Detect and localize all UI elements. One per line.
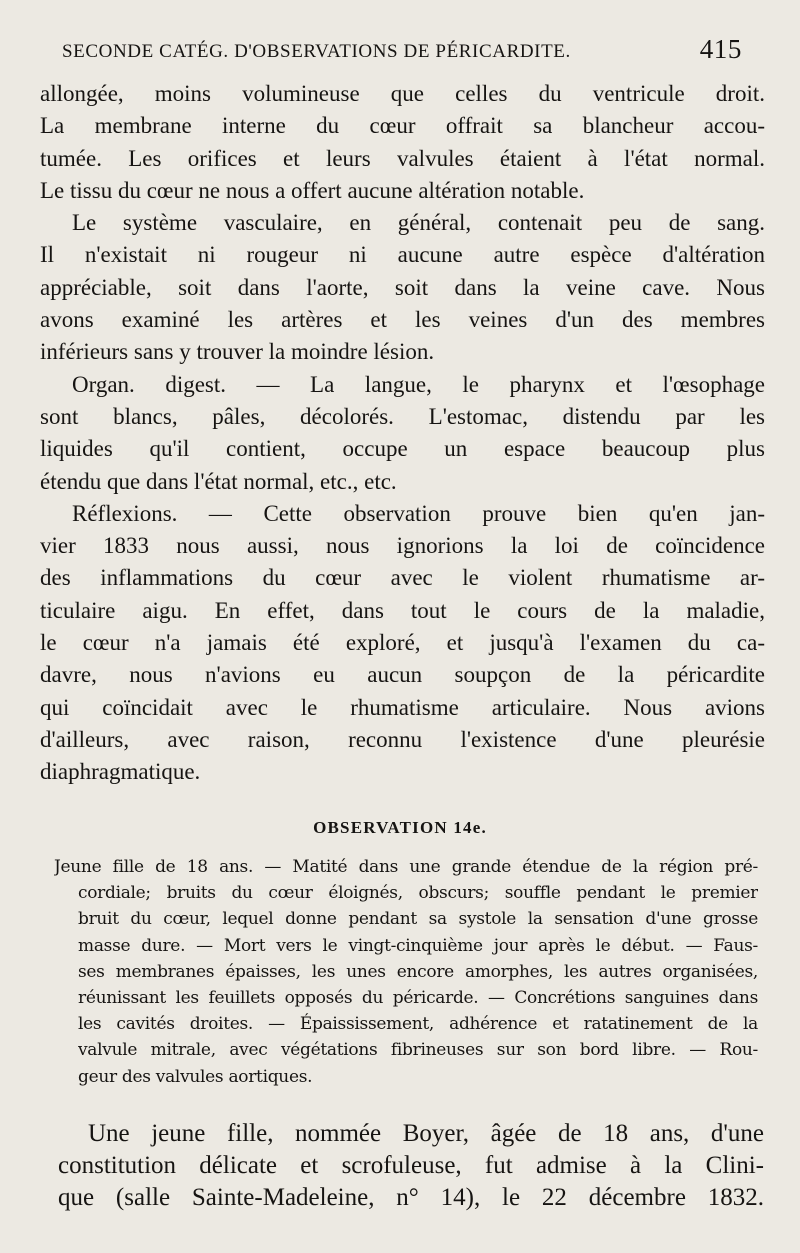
summary-line: réunissant les feuillets opposés du péricarde. — Concrétions sanguines dans: [78, 987, 758, 1008]
main-text: [40, 78, 765, 789]
summary-line: les cavités droites. — Épaississement, adhérence et ratatinement de la: [78, 1014, 758, 1035]
summary-line: cordiale; bruits du cœur éloignés, obscurs; souffle pendant le premier: [78, 883, 758, 904]
summary-line: geur des valvules aortiques.: [78, 1066, 313, 1087]
text-line: d'ailleurs, avec raison, reconnu l'existence d'une pleurésie: [40, 726, 765, 752]
text-line: sont blancs, pâles, décolorés. L'estomac, distendu par les: [40, 403, 765, 429]
text-line: qui coïncidait avec le rhumatisme articulaire. Nous avions: [40, 694, 765, 720]
summary-line: ses membranes épaisses, les unes encore amorphes, les autres organisées,: [78, 961, 758, 982]
text-line: La membrane interne du cœur offrait sa blancheur accou-: [40, 113, 765, 139]
text-line: liquides qu'il contient, occupe un espace beaucoup plus: [40, 436, 765, 462]
observation-summary: [54, 854, 758, 1090]
running-title: SECONDE CATÉG. D'OBSERVATIONS DE PÉRICARDITE.: [62, 41, 571, 62]
text-line: allongée, moins volumineuse que celles du ventricule droit.: [40, 81, 765, 106]
summary-line: masse dure. — Mort vers le vingt-cinquième jour après le début. — Faus-: [78, 935, 758, 956]
text-line: tumée. Les orifices et leurs valvules étaient à l'état normal.: [40, 145, 765, 171]
summary-line: Jeune fille de 18 ans. — Matité dans une grande étendue de la région pré-: [54, 857, 758, 877]
observation-heading: OBSERVATION 14e.: [313, 818, 487, 837]
text-line: le cœur n'a jamais été exploré, et jusqu'à l'examen du ca-: [40, 630, 765, 656]
text-line: étendu que dans l'état normal, etc., etc.: [40, 468, 397, 494]
page-number: 415: [699, 34, 742, 64]
text-line: Organ. digest. — La langue, le pharynx et l'œsophage: [72, 371, 765, 397]
summary-line: bruit du cœur, lequel donne pendant sa systole la sensation d'une grosse: [78, 909, 758, 930]
text-line: diaphragmatique.: [40, 759, 201, 785]
text-line: des inflammations du cœur avec le violent rhumatisme ar-: [40, 565, 765, 591]
page-header: [62, 34, 742, 68]
text-line: constitution délicate et scrofuleuse, fut admise à la Clini-: [58, 1152, 764, 1179]
case-text: [58, 1118, 764, 1214]
text-line: appréciable, soit dans l'aorte, soit dans la veine cave. Nous: [40, 274, 765, 300]
text-line: Il n'existait ni rougeur ni aucune autre espèce d'altération: [40, 242, 765, 268]
text-line: inférieurs sans y trouver la moindre lésion.: [40, 339, 435, 365]
text-line: avons examiné les artères et les veines d'un des membres: [40, 307, 765, 333]
text-line: Le système vasculaire, en général, contenait peu de sang.: [72, 210, 765, 236]
summary-line: valvule mitrale, avec végétations fibrineuses sur son bord libre. — Rou-: [78, 1040, 758, 1061]
text-line: Une jeune fille, nommée Boyer, âgée de 18 ans, d'une: [88, 1120, 764, 1147]
text-line: vier 1833 nous aussi, nous ignorions la loi de coïncidence: [40, 533, 765, 559]
text-line: que (salle Sainte-Madeleine, n° 14), le 22 décembre 1832.: [58, 1184, 764, 1211]
text-line: Le tissu du cœur ne nous a offert aucune altération notable.: [40, 177, 585, 203]
text-line: davre, nous n'avions eu aucun soupçon de la péricardite: [40, 662, 765, 688]
text-line: ticulaire aigu. En effet, dans tout le cours de la maladie,: [40, 597, 765, 623]
text-line: Réflexions. — Cette observation prouve bien qu'en jan-: [72, 500, 765, 526]
